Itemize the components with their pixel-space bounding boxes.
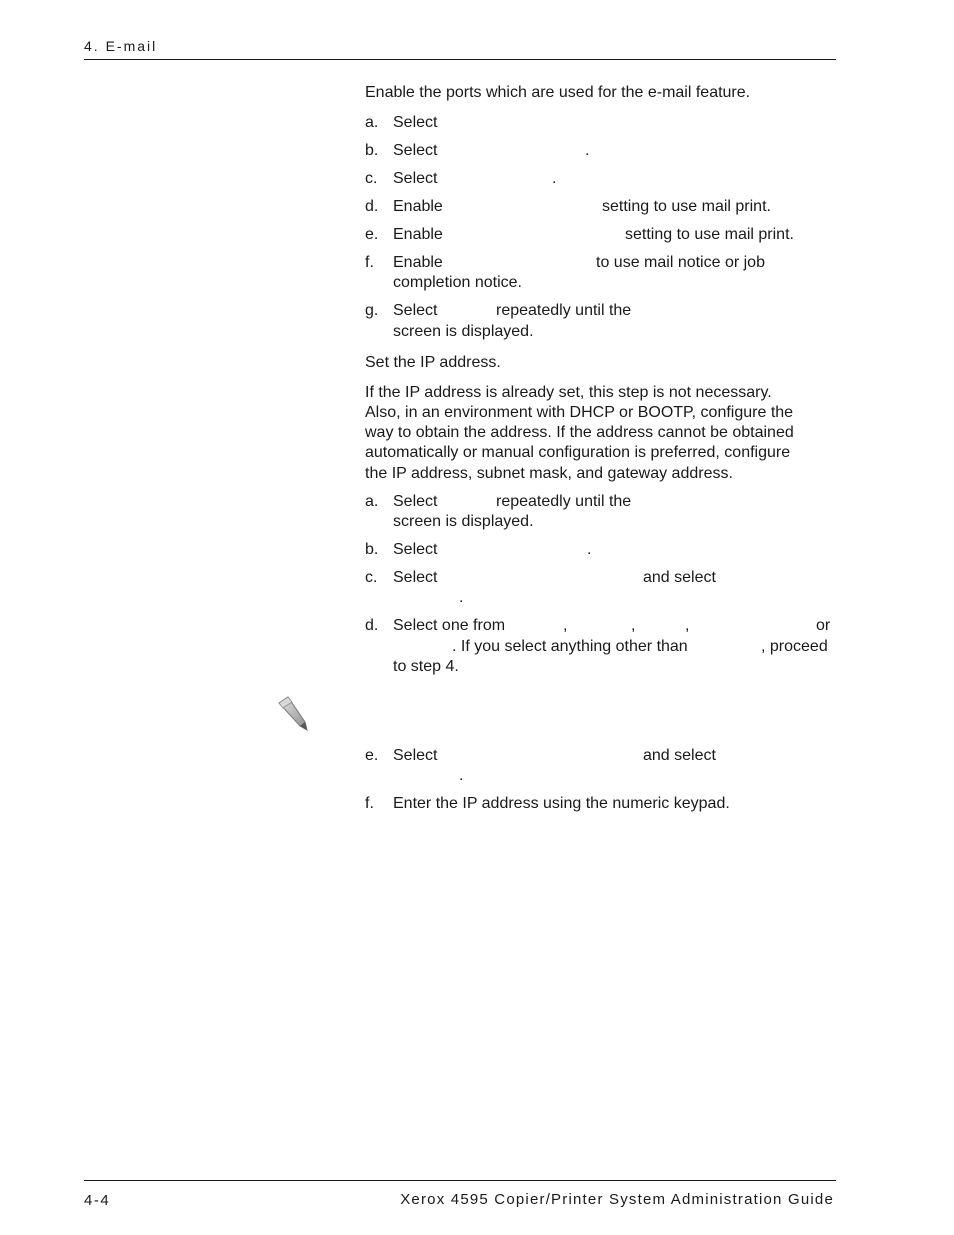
ports-item-b-end: .: [585, 142, 590, 159]
ports-item-g-line2: screen is displayed.: [393, 323, 534, 340]
ip-item-b-end: .: [587, 541, 592, 558]
ports-item-g-end: repeatedly until the: [496, 302, 632, 319]
ip-item-a-line2: screen is displayed.: [393, 513, 534, 530]
header-divider: [84, 59, 836, 60]
ip-item-e-letter: e.: [365, 747, 379, 764]
ip-paragraph-line: If the IP address is already set, this step is not necessary.: [365, 384, 772, 401]
ports-item-g-text: Select: [393, 302, 438, 319]
ip-item-d-line2: . If you select anything other than: [452, 638, 688, 655]
ip-item-d-letter: d.: [365, 617, 379, 634]
ip-item-d-comma: ,: [563, 617, 568, 634]
ip-item-d-text: Select one from: [393, 617, 506, 634]
ip-item-d-line2-end: , proceed: [761, 638, 828, 655]
ip-item-a-end: repeatedly until the: [496, 493, 632, 510]
footer-divider: [84, 1180, 836, 1181]
ports-item-b-text: Select: [393, 142, 438, 159]
note-pencil-icon: [276, 694, 312, 734]
ports-item-b-letter: b.: [365, 142, 379, 159]
ip-item-c-end: and select: [643, 569, 716, 586]
ip-item-d-line3: to step 4.: [393, 658, 459, 675]
ip-item-a-letter: a.: [365, 493, 379, 510]
ports-item-f-line2: completion notice.: [393, 274, 522, 291]
ports-item-f-end: to use mail notice or job: [596, 254, 765, 271]
ports-item-f-text: Enable: [393, 254, 443, 271]
ports-item-e-end: setting to use mail print.: [625, 226, 794, 243]
guide-title: Xerox 4595 Copier/Printer System Administration Guide: [400, 1191, 834, 1208]
ports-item-e-letter: e.: [365, 226, 379, 243]
ip-item-d-comma: ,: [685, 617, 690, 634]
ip-item-d-comma: ,: [631, 617, 636, 634]
ip-item-f-letter: f.: [365, 795, 374, 812]
ip-item-a-text: Select: [393, 493, 438, 510]
ip-item-c-text: Select: [393, 569, 438, 586]
running-header: 4. E-mail: [84, 38, 158, 54]
ports-item-a-letter: a.: [365, 114, 379, 131]
ip-item-e-end: and select: [643, 747, 716, 764]
ip-item-e-line2: .: [459, 767, 464, 784]
ip-item-b-letter: b.: [365, 541, 379, 558]
ip-item-e-text: Select: [393, 747, 438, 764]
ip-item-d-or: or: [816, 617, 831, 634]
ip-item-f-text: Enter the IP address using the numeric keypad.: [393, 795, 730, 812]
ip-paragraph-line: way to obtain the address. If the address cannot be obtained: [365, 424, 794, 441]
ip-intro: Set the IP address.: [365, 354, 501, 371]
ip-paragraph-line: automatically or manual configuration is preferred, configure: [365, 444, 791, 461]
ip-item-c-letter: c.: [365, 569, 378, 586]
ip-paragraph-line: the IP address, subnet mask, and gateway address.: [365, 465, 733, 482]
ports-item-c-text: Select: [393, 170, 438, 187]
ports-item-e-text: Enable: [393, 226, 443, 243]
ip-item-c-line2: .: [459, 589, 464, 606]
page-number: 4-4: [84, 1192, 111, 1209]
ports-item-g-letter: g.: [365, 302, 379, 319]
ports-item-d-letter: d.: [365, 198, 379, 215]
ip-item-b-text: Select: [393, 541, 438, 558]
ports-item-d-end: setting to use mail print.: [602, 198, 771, 215]
ports-item-c-end: .: [552, 170, 557, 187]
ports-item-c-letter: c.: [365, 170, 378, 187]
ports-item-a-text: Select: [393, 114, 438, 131]
ip-paragraph-line: Also, in an environment with DHCP or BOOTP, configure the: [365, 404, 794, 421]
ports-item-d-text: Enable: [393, 198, 443, 215]
ports-intro: Enable the ports which are used for the e-mail feature.: [365, 84, 751, 101]
ports-item-f-letter: f.: [365, 254, 374, 271]
